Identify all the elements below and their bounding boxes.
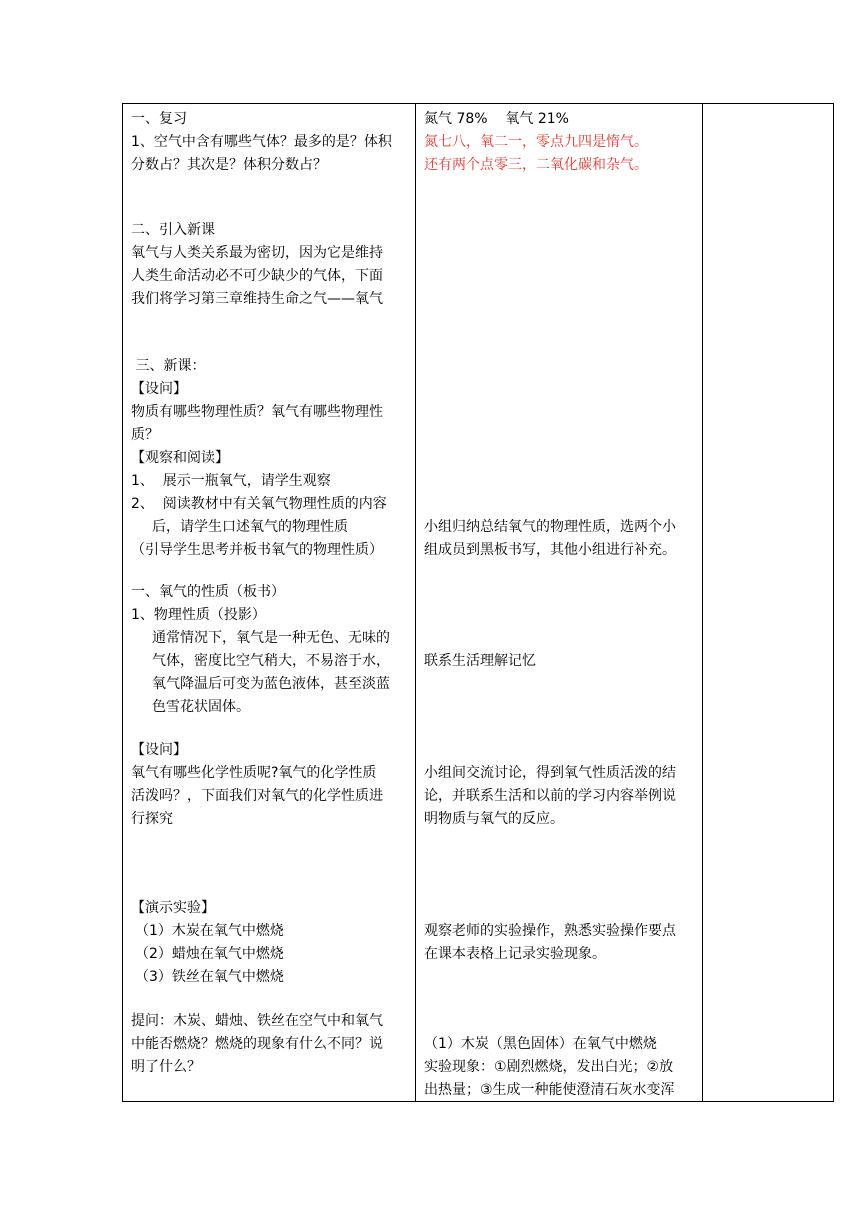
question-tag: 【设问】 <box>131 742 187 758</box>
mnemonic-line: 氮七八，氧二一，零点九四是惰气。 <box>424 134 648 150</box>
observation-line: 在课本表格上记录实验现象。 <box>424 946 606 962</box>
discussion-line: 小组间交流讨论，得到氧气性质活泼的结 <box>424 765 676 781</box>
charcoal-result-line: （1）木炭（黑色固体）在氧气中燃烧 <box>424 1036 657 1052</box>
physical-properties-heading: 1、物理性质（投影） <box>131 607 266 623</box>
physical-properties-line: 通常情况下，氧气是一种无色、无味的 <box>152 630 390 646</box>
question-tag: 【设问】 <box>131 381 187 397</box>
review-question-line: 分数占？其次是？体积分数占？ <box>131 157 327 173</box>
discussion-line: 明物质与氧气的反应。 <box>424 811 564 827</box>
group-summary-line: 组成员到黑板书写，其他小组进行补充。 <box>424 542 676 558</box>
demo-item: （1）木炭在氧气中燃烧 <box>135 923 284 939</box>
observe-item-continuation: 后，请学生口述氧气的物理性质 <box>152 519 348 535</box>
question-line: 质？ <box>131 427 159 443</box>
question-line: 物质有哪些物理性质？氧气有哪些物理性 <box>131 404 383 420</box>
demo-tag: 【演示实验】 <box>131 900 215 916</box>
column-divider-1 <box>415 103 416 1102</box>
question-line: 行探究 <box>131 811 173 827</box>
physical-properties-line: 氧气降温后可变为蓝色液体，甚至淡蓝 <box>152 676 390 692</box>
intro-text-line: 我们将学习第三章维持生命之气——氧气 <box>131 291 383 307</box>
question-line: 活泼吗？，下面我们对氧气的化学性质进 <box>131 788 383 804</box>
group-summary-line: 小组归纳总结氧气的物理性质，选两个小 <box>424 519 676 535</box>
question-line: 氧气有哪些化学性质呢?氧气的化学性质 <box>131 765 377 781</box>
observation-line: 观察老师的实验操作，熟悉实验操作要点 <box>424 923 676 939</box>
air-composition-answer: 氮气 78% 氧气 21% <box>424 111 569 127</box>
charcoal-result-line: 实验现象：①剧烈燃烧，发出白光；②放 <box>424 1059 674 1075</box>
prompt-question-line: 提问：木炭、蜡烛、铁丝在空气中和氧气 <box>131 1013 383 1029</box>
observe-tag: 【观察和阅读】 <box>131 450 229 466</box>
review-question-line: 1、空气中含有哪些气体？最多的是？体积 <box>131 134 392 150</box>
demo-item: （3）铁丝在氧气中燃烧 <box>135 969 284 985</box>
intro-text-line: 氧气与人类关系最为密切，因为它是维持 <box>131 245 383 261</box>
review-heading: 一、复习 <box>131 111 187 127</box>
notes-column <box>703 104 833 1101</box>
oxygen-properties-heading: 一、氧气的性质（板书） <box>131 584 285 600</box>
observe-item: 2、 阅读教材中有关氧气物理性质的内容 <box>131 496 387 512</box>
prompt-question-line: 中能否燃烧？燃烧的现象有什么不同？说 <box>131 1036 383 1052</box>
mnemonic-line: 还有两个点零三，二氧化碳和杂气。 <box>424 157 648 173</box>
charcoal-result-line: 出热量；③生成一种能使澄清石灰水变浑 <box>424 1082 675 1098</box>
prompt-question-line: 明了什么？ <box>131 1059 201 1075</box>
physical-properties-line: 色雪花状固体。 <box>152 699 250 715</box>
discussion-line: 论，并联系生活和以前的学习内容举例说 <box>424 788 676 804</box>
memory-note: 联系生活理解记忆 <box>424 653 536 669</box>
guide-note: （引导学生思考并板书氧气的物理性质） <box>131 542 383 558</box>
observe-item: 1、 展示一瓶氧气，请学生观察 <box>131 473 331 489</box>
new-lesson-heading: 三、新课： <box>131 358 206 374</box>
intro-text-line: 人类生命活动必不可少缺少的气体，下面 <box>131 268 383 284</box>
physical-properties-line: 气体，密度比空气稍大，不易溶于水， <box>152 653 390 669</box>
demo-item: （2）蜡烛在氧气中燃烧 <box>135 946 284 962</box>
intro-heading: 二、引入新课 <box>131 222 215 238</box>
